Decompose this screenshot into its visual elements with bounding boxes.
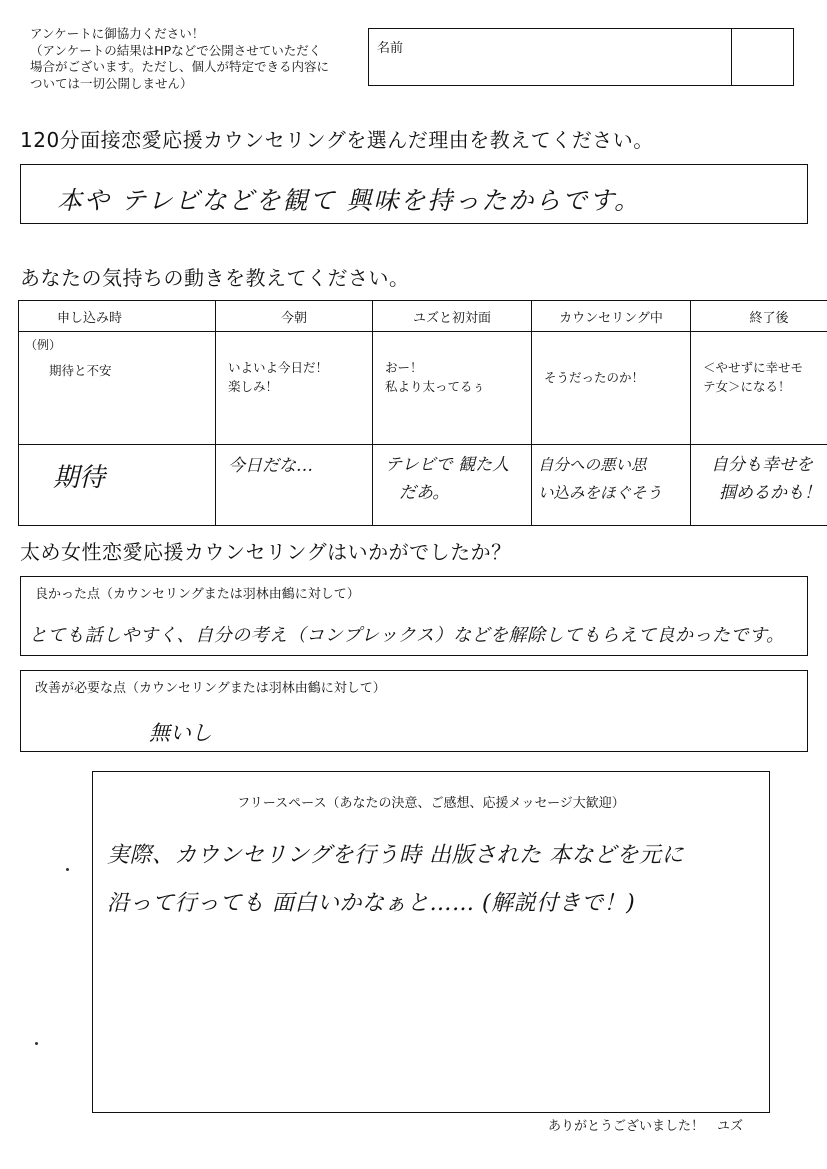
- example-text: ＜やせずに幸せモ: [703, 360, 804, 375]
- scan-speck: [66, 868, 69, 871]
- answer-cell[interactable]: [532, 445, 691, 526]
- answer-text: 自分も幸せを: [711, 455, 813, 475]
- intro-line: （アンケートの結果はHPなどで公開させていただく: [30, 42, 322, 58]
- example-cell: [216, 332, 373, 445]
- thanks-message: ありがとうございました！ ユズ: [548, 1119, 744, 1134]
- q1-title: 120分面接恋愛応援カウンセリングを選んだ理由を教えてください。: [20, 128, 654, 152]
- answer-text: い込みをほぐそう: [538, 484, 663, 502]
- improvement-answer: 無いし: [149, 721, 212, 745]
- intro-line: 場合がございます。ただし、個人が特定できる内容に: [30, 59, 330, 74]
- example-cell: [691, 332, 827, 445]
- answer-text: 掴めるかも！: [719, 483, 821, 503]
- answer-text: 期待: [53, 463, 106, 493]
- free-space-line: 沿って行っても 面白いかなぁと…… (解説付きで！): [107, 891, 636, 916]
- example-label: （例）: [25, 338, 62, 352]
- scan-speck: [35, 1042, 38, 1045]
- answer-text: 今日だな…: [228, 456, 313, 476]
- answer-cell[interactable]: [373, 445, 532, 526]
- example-text: 期待と不安: [49, 363, 112, 378]
- q1-answer: 本や テレビなどを観て 興味を持ったからです。: [57, 186, 642, 215]
- name-box-divider: [731, 29, 732, 85]
- answer-text: テレビで 観た人: [385, 455, 510, 475]
- feelings-example-row: [19, 332, 827, 445]
- intro-line: ついては一切公開しません）: [30, 75, 193, 91]
- col-header-apply: 申し込み時: [19, 301, 216, 332]
- improvement-label: 改善が必要な点（カウンセリングまたは羽林由鶴に対して）: [35, 681, 386, 696]
- answer-text: 自分への悪い思: [538, 456, 647, 474]
- example-cell: [532, 332, 691, 445]
- col-header-during-counseling: カウンセリング中: [532, 301, 691, 332]
- feelings-table: [18, 300, 827, 526]
- good-points-answer: とても話しやすく、自分の考え（コンプレックス）などを解除してもらえて良かったです。: [29, 625, 785, 646]
- q1-answer-box[interactable]: [20, 164, 808, 224]
- col-header-after: 終了後: [691, 301, 827, 332]
- free-space-label: フリースペース（あなたの決意、ご感想、応援メッセージ大歓迎）: [237, 796, 625, 811]
- example-text: おー！: [385, 360, 423, 375]
- example-cell: [373, 332, 532, 445]
- col-header-first-meeting: ユズと初対面: [373, 301, 532, 332]
- example-text: 私より太ってるぅ: [385, 379, 486, 394]
- feelings-header-row: [19, 301, 827, 332]
- col-header-this-morning: 今朝: [216, 301, 373, 332]
- name-label: 名前: [377, 41, 404, 56]
- good-points-box[interactable]: [20, 576, 808, 656]
- free-space-box[interactable]: [92, 771, 770, 1113]
- name-field[interactable]: [368, 28, 794, 86]
- answer-cell[interactable]: [19, 445, 216, 526]
- example-text: 楽しみ！: [228, 379, 279, 394]
- good-points-label: 良かった点（カウンセリングまたは羽林由鶴に対して）: [35, 587, 360, 602]
- improvement-box[interactable]: [20, 670, 808, 752]
- survey-intro: [30, 26, 360, 92]
- answer-cell[interactable]: [216, 445, 373, 526]
- answer-text: だあ。: [399, 483, 450, 503]
- example-text: いよいよ今日だ！: [228, 360, 329, 375]
- free-space-line: 実際、カウンセリングを行う時 出版された 本などを元に: [107, 843, 685, 868]
- feelings-answer-row: [19, 445, 827, 526]
- q3-title: 太め女性恋愛応援カウンセリングはいかがでしたか？: [20, 540, 512, 564]
- answer-cell[interactable]: [691, 445, 827, 526]
- example-text: そうだったのか！: [544, 370, 645, 385]
- example-text: テ女＞になる！: [703, 379, 791, 394]
- example-cell: [19, 332, 216, 445]
- intro-line: アンケートに御協力ください！: [30, 26, 205, 41]
- q2-title: あなたの気持ちの動きを教えてください。: [20, 266, 410, 290]
